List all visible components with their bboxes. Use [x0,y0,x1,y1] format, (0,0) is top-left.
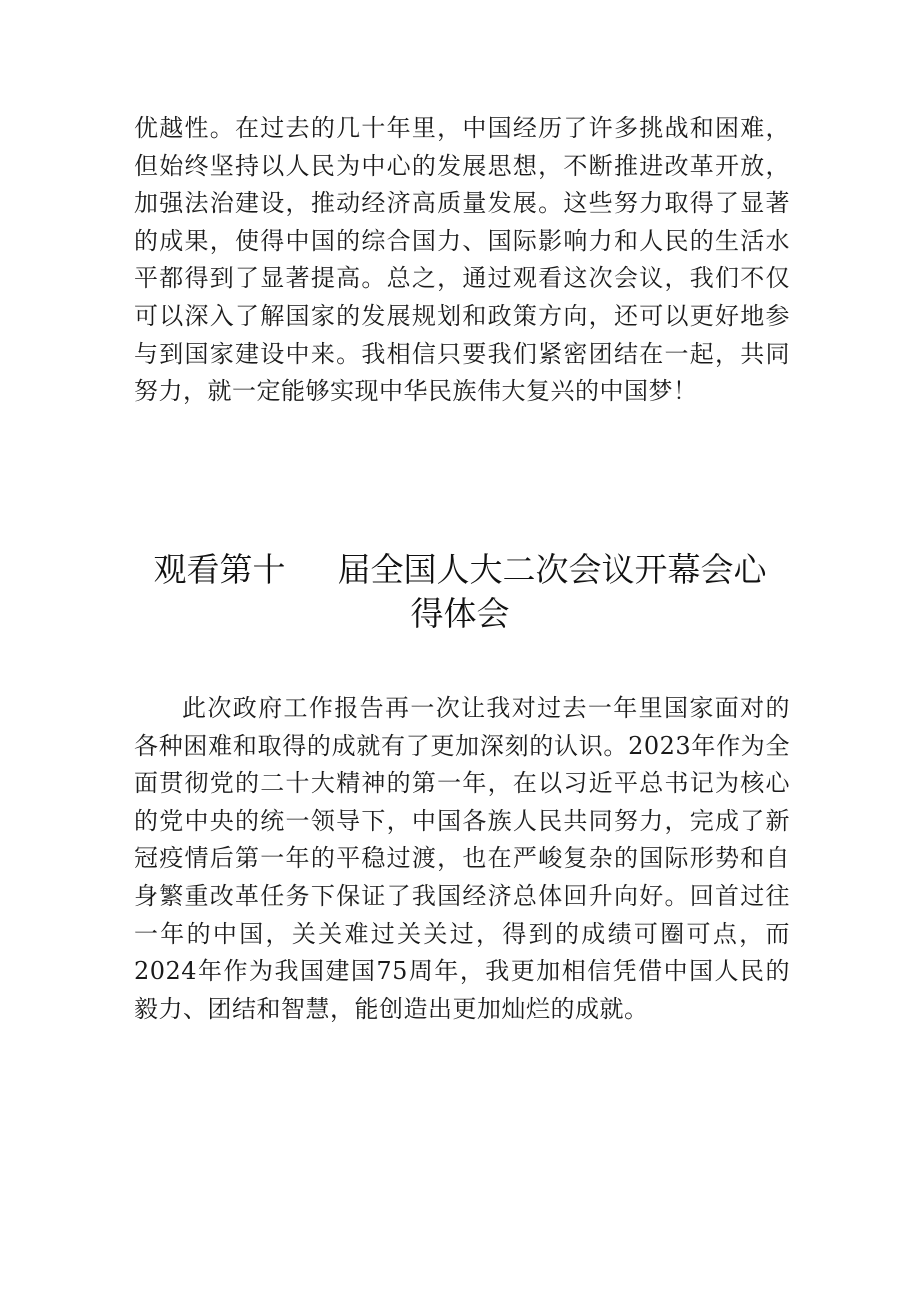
section-heading [120,548,800,636]
body-paragraph: 此次政府工作报告再一次让我对过去一年里国家面对的各种困难和取得的成就有了更加深刻的认识。2023年作为全面贯彻党的二十大精神的第一年，在以习近平总书记为核心的党中央的统一领导下，中国各族人民共同努力，完成了新冠疫情后第一年的平稳过渡，也在严峻复杂的国际形势和自身繁重改革任务下保证了我国经济总体回升向好。回首过往一年的中国，关关难过关关过，得到的成绩可圈可点，而2024年作为我国建国75周年，我更加相信凭借中国人民的毅力、团结和智慧，能创造出更加灿烂的成就。 [134,694,790,1023]
heading-line-2: 得体会 [410,594,510,633]
heading-text-part-2: 届全国人大二次会议开幕会心 [337,550,767,589]
heading-line-1 [120,548,800,592]
body-paragraph-continued: 优越性。在过去的几十年里，中国经历了许多挑战和困难，但始终坚持以人民为中心的发展思想，不断推进改革开放，加强法治建设，推动经济高质量发展。这些努力取得了显著的成果，使得中国的综合国力、国际影响力和人民的生活水平都得到了显著提高。总之，通过观看这次会议，我们不仅可以深入了解国家的发展规划和政策方向，还可以更好地参与到国家建设中来。我相信只要我们紧密团结在一起，共同努力，就一定能够实现中华民族伟大复兴的中国梦！ [134,114,790,406]
heading-text-part-1: 观看第十 [153,550,286,589]
